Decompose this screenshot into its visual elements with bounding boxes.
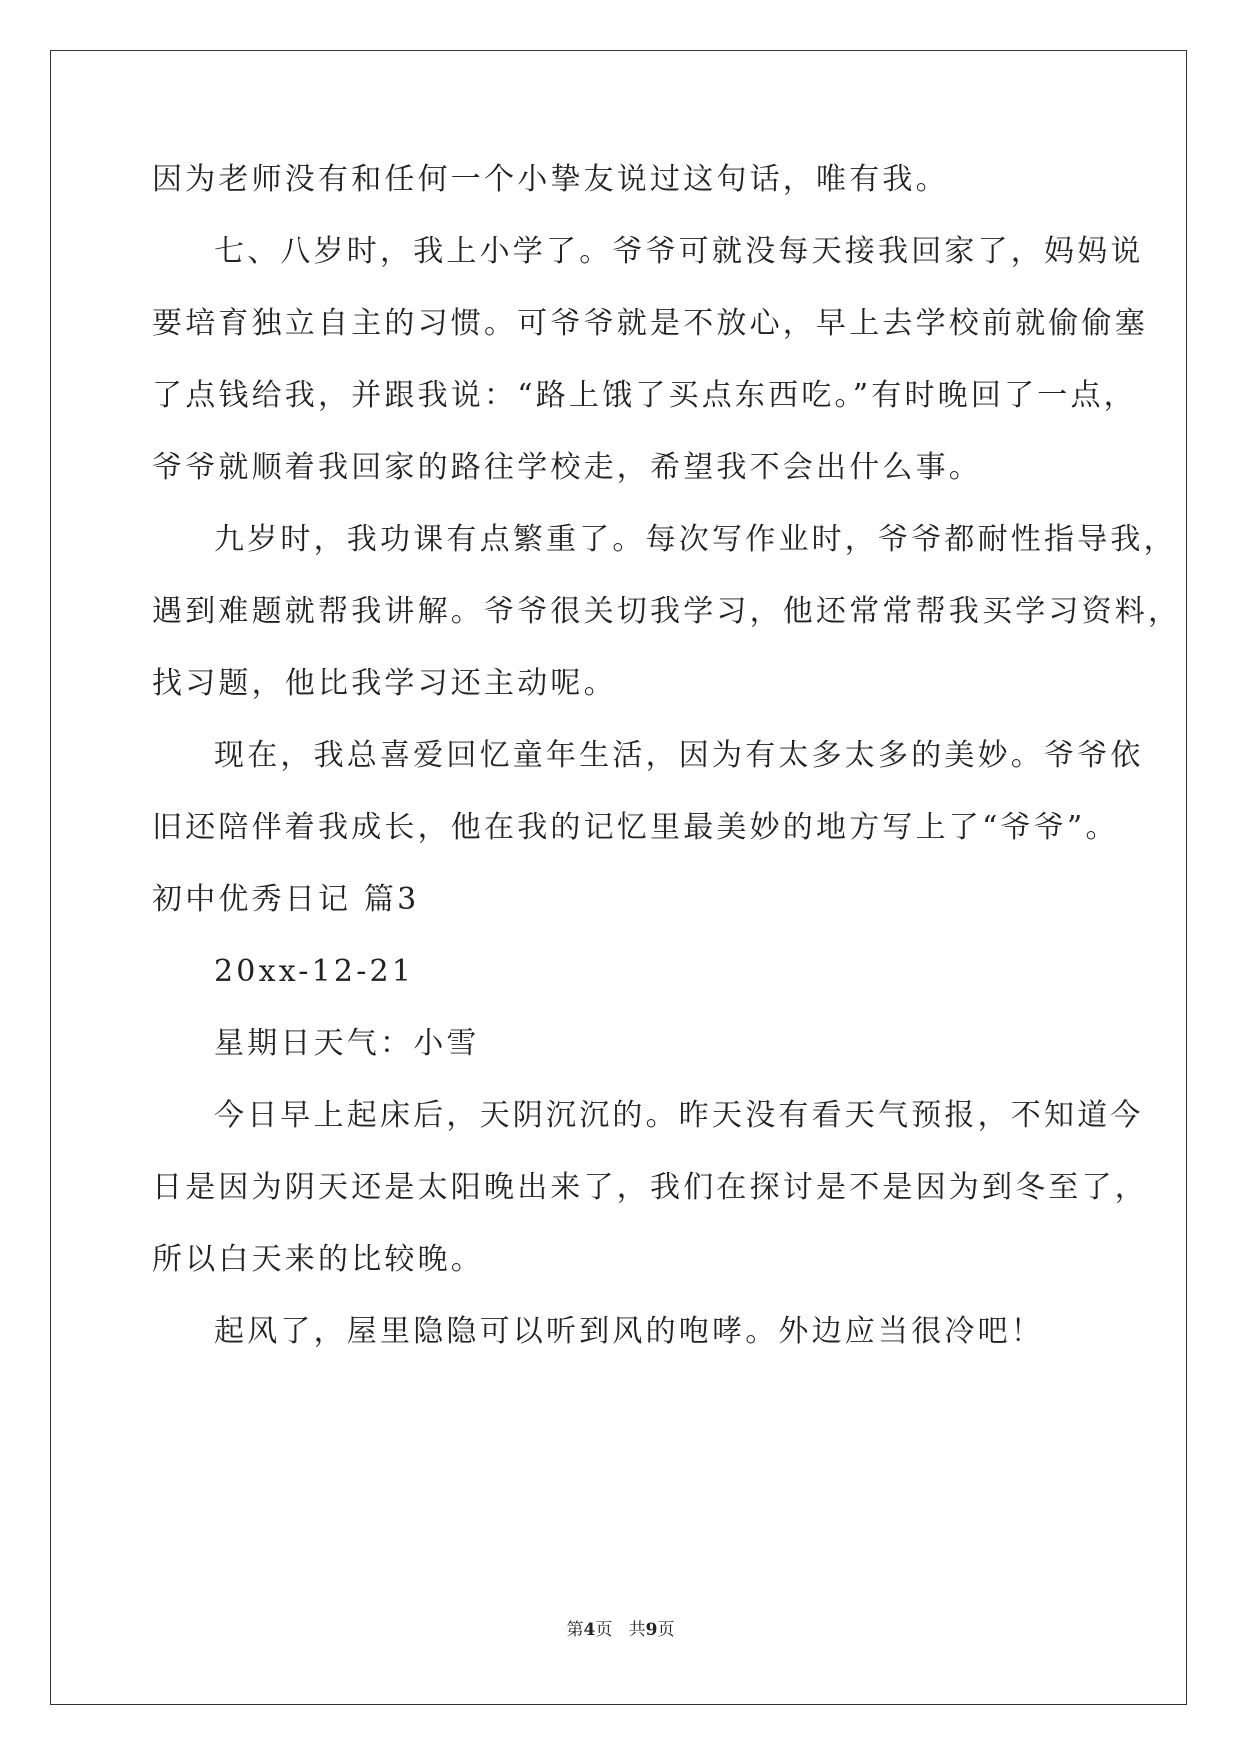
text-line: 现在，我总喜爱回忆童年生活，因为有太多太多的美妙。爷爷依 bbox=[214, 738, 1144, 773]
text-line: 找习题，他比我学习还主动呢。 bbox=[152, 666, 617, 701]
total-pages-number: 9 bbox=[645, 1620, 658, 1640]
text-line: 爷爷就顺着我回家的路往学校走，希望我不会出什么事。 bbox=[152, 450, 982, 485]
text-line: 因为老师没有和任何一个小挚友说过这句话，唯有我。 bbox=[152, 162, 949, 197]
current-page-number: 4 bbox=[583, 1620, 596, 1640]
footer-suffix: 页 bbox=[657, 1620, 675, 1640]
text-line: 今日早上起床后，天阴沉沉的。昨天没有看天气预报，不知道今 bbox=[214, 1098, 1144, 1133]
text-line: 了点钱给我，并跟我说：“路上饿了买点东西吃。”有时晚回了一点， bbox=[152, 378, 1137, 413]
text-line: 七、八岁时，我上小学了。爷爷可就没每天接我回家了，妈妈说 bbox=[214, 234, 1144, 269]
text-line: 遇到难题就帮我讲解。爷爷很关切我学习，他还常常帮我买学习资料， bbox=[152, 594, 1182, 629]
text-line: 所以白天来的比较晚。 bbox=[152, 1242, 484, 1277]
text-line: 起风了，屋里隐隐可以听到风的咆哮。外边应当很冷吧！ bbox=[214, 1314, 1044, 1349]
diary-date: 20xx-12-21 bbox=[214, 954, 415, 989]
page-footer bbox=[0, 1618, 1241, 1642]
text-line: 要培育独立自主的习惯。可爷爷就是不放心，早上去学校前就偷偷塞 bbox=[152, 306, 1148, 341]
text-line: 九岁时，我功课有点繁重了。每次写作业时，爷爷都耐性指导我， bbox=[214, 522, 1177, 557]
text-line: 旧还陪伴着我成长，他在我的记忆里最美妙的地方写上了“爷爷”。 bbox=[152, 810, 1119, 845]
footer-prefix: 第 bbox=[566, 1620, 584, 1640]
section-heading: 初中优秀日记 篇3 bbox=[152, 882, 420, 917]
diary-weather: 星期日天气：小雪 bbox=[214, 1026, 480, 1061]
page-border bbox=[50, 50, 1187, 1705]
footer-mid: 页 共 bbox=[595, 1620, 646, 1640]
text-line: 日是因为阴天还是太阳晚出来了，我们在探讨是不是因为到冬至了， bbox=[152, 1170, 1148, 1205]
